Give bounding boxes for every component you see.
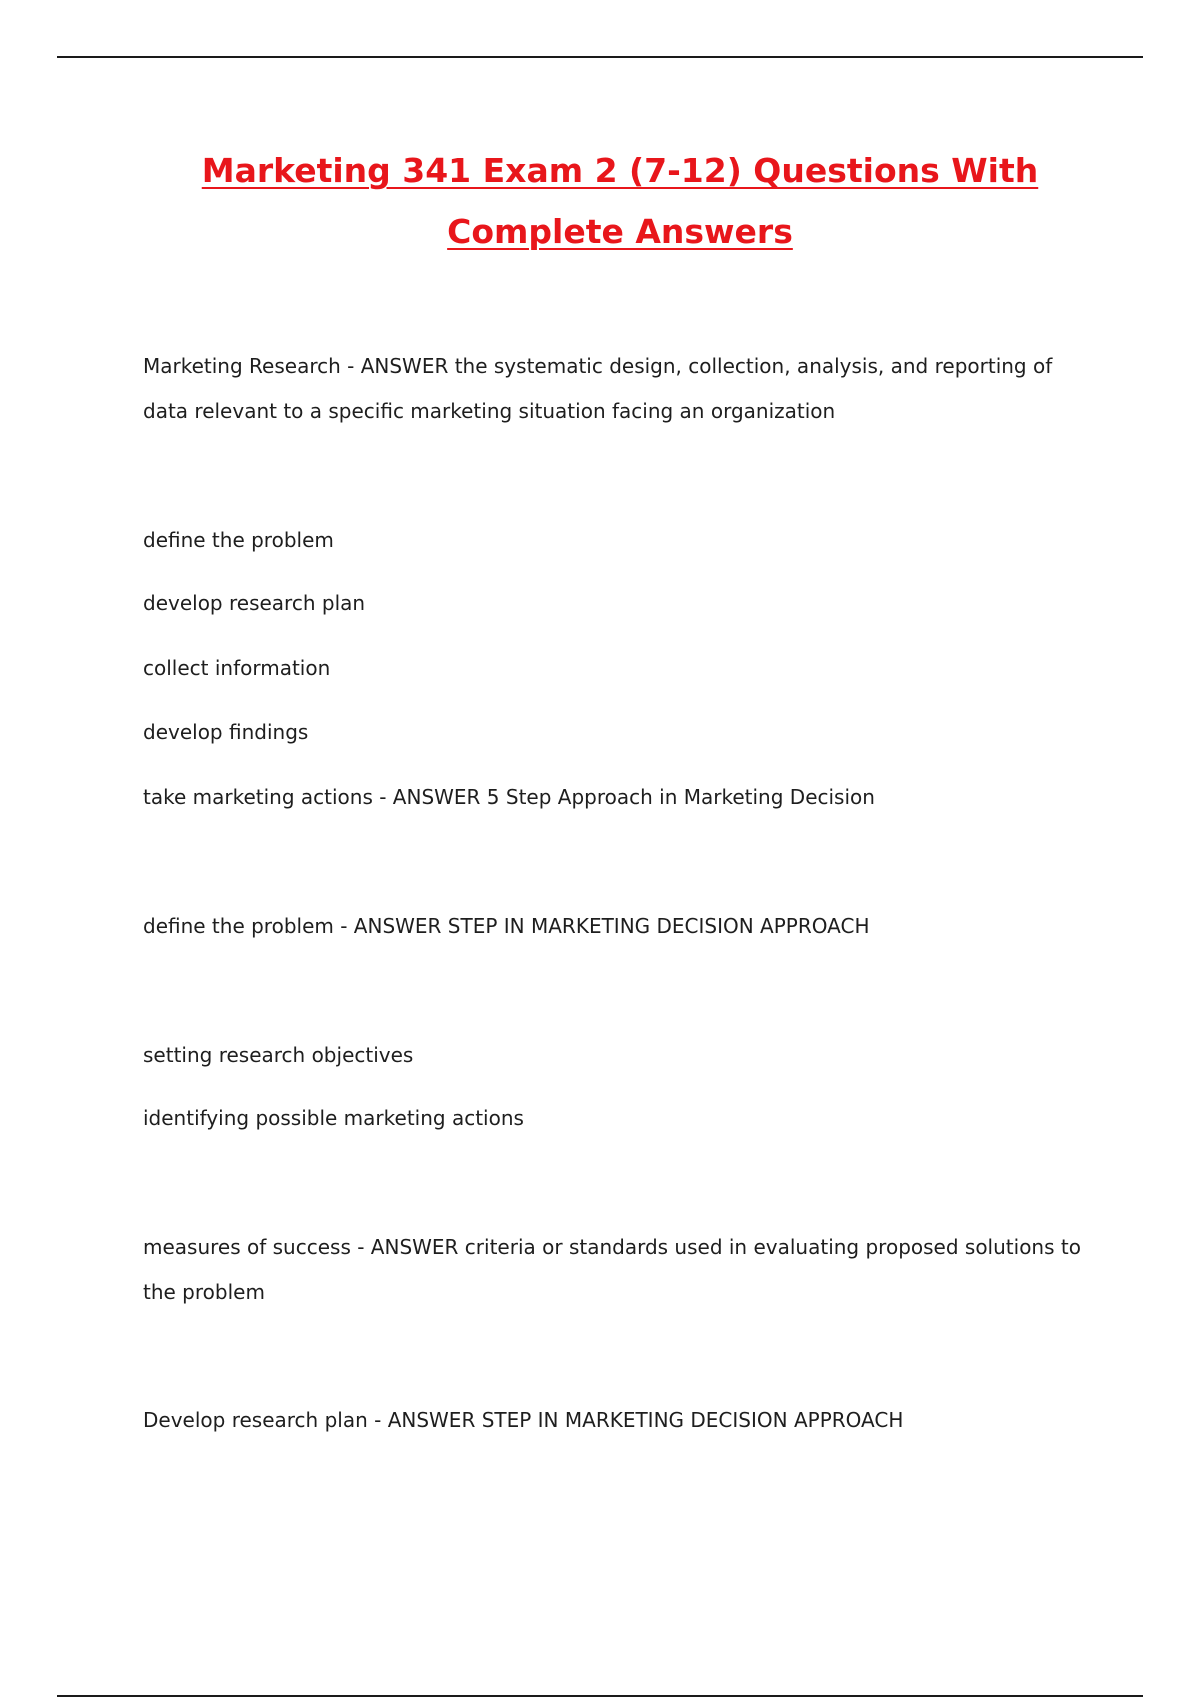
top-divider (57, 56, 1143, 58)
list-item-marketing-actions: identifying possible marketing actions (143, 1106, 524, 1130)
list-item-define-problem: define the problem (143, 528, 334, 552)
qa-develop-research-plan: Develop research plan - ANSWER STEP IN MARKETING DECISION APPROACH (143, 1408, 904, 1432)
list-item-collect-info: collect information (143, 656, 331, 680)
qa-measures-of-success-line2: the problem (143, 1280, 265, 1304)
list-item-develop-plan: develop research plan (143, 591, 366, 615)
qa-marketing-research-line1: Marketing Research - ANSWER the systematic design, collection, analysis, and reporting of (143, 354, 1053, 378)
qa-five-step-approach: take marketing actions - ANSWER 5 Step Approach in Marketing Decision (143, 785, 875, 809)
list-item-develop-findings: develop findings (143, 720, 309, 744)
qa-marketing-research-line2: data relevant to a specific marketing situation facing an organization (143, 399, 836, 423)
document-title (60, 140, 1180, 262)
title-line-1: Marketing 341 Exam 2 (7-12) Questions With (201, 151, 1039, 190)
list-item-research-objectives: setting research objectives (143, 1043, 414, 1067)
qa-measures-of-success-line1: measures of success - ANSWER criteria or standards used in evaluating proposed solutions to (143, 1235, 1081, 1259)
bottom-divider (57, 1695, 1143, 1697)
title-line-2: Complete Answers (447, 212, 793, 251)
qa-define-problem: define the problem - ANSWER STEP IN MARKETING DECISION APPROACH (143, 914, 870, 938)
